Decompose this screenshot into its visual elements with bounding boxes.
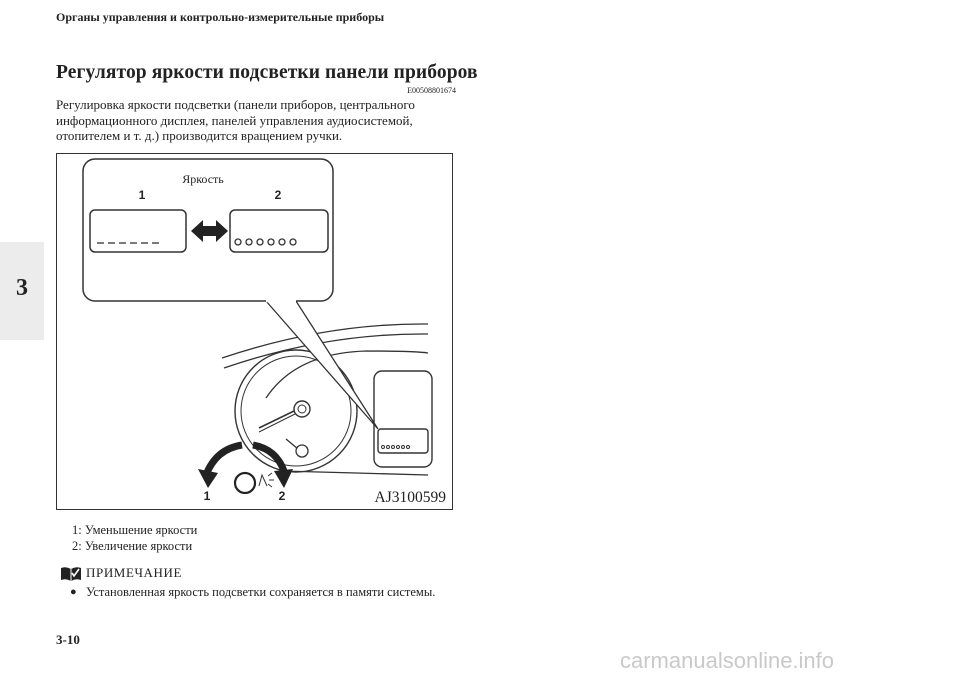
dimmer-illustration xyxy=(56,153,453,510)
intro-line: информационного дисплея, панелей управления аудиосистемой, xyxy=(56,112,413,128)
figure-legend xyxy=(72,522,197,554)
note-item xyxy=(70,584,460,600)
intro-line: отопителем и т. д.) производится вращением ручки. xyxy=(56,128,343,143)
callout-pointer xyxy=(266,301,378,429)
chapter-number: 3 xyxy=(16,275,28,301)
note-icon xyxy=(60,564,82,582)
chapter-tab xyxy=(0,242,44,340)
knob-bright-label: 2 xyxy=(278,489,286,503)
rotate-left-arrow-icon xyxy=(198,469,218,488)
section-title: Регулятор яркости подсветки панели приборов xyxy=(56,62,478,83)
intro-line: Регулировка яркости подсветки (панели приборов, центрального xyxy=(56,97,415,112)
figure-code: AJ3100599 xyxy=(374,489,446,506)
callout-title: Яркость xyxy=(182,172,224,186)
note-text: Установленная яркость подсветки сохраняется в памяти системы. xyxy=(86,585,436,599)
doc-code: E00508801674 xyxy=(407,86,456,95)
page-number: 3-10 xyxy=(56,632,80,647)
intro-paragraph xyxy=(56,97,456,144)
note-heading xyxy=(60,563,182,583)
running-header: Органы управления и контрольно-измерительные приборы xyxy=(56,10,385,24)
watermark: carmanualsonline.info xyxy=(620,648,835,673)
knob-dim-label: 1 xyxy=(203,489,211,503)
rotate-right-arrow-icon xyxy=(274,469,293,488)
legend-item: 2: Увеличение яркости xyxy=(72,539,193,553)
dim-label: 1 xyxy=(138,188,146,202)
illumination-icon xyxy=(259,473,274,487)
bright-label: 2 xyxy=(274,188,282,202)
legend-item: 1: Уменьшение яркости xyxy=(72,523,198,537)
panel-display-dots xyxy=(382,446,410,449)
center-panel xyxy=(374,371,432,467)
note-heading-label: ПРИМЕЧАНИЕ xyxy=(86,565,183,580)
note-bullet: ● xyxy=(70,586,77,598)
